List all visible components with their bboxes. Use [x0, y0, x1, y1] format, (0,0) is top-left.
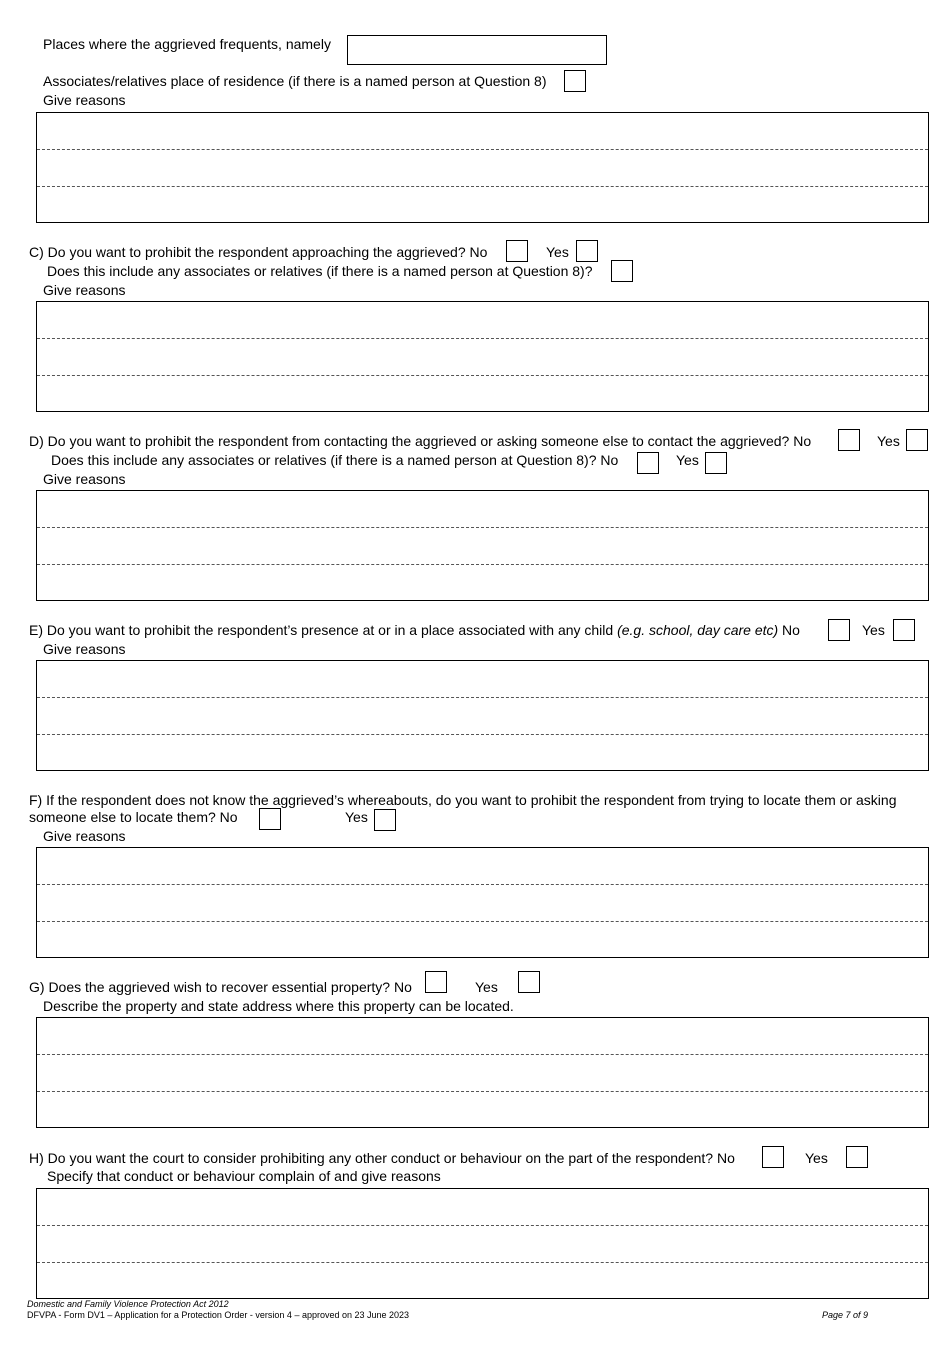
reason-line [37, 1092, 928, 1129]
question-c-reasons-box[interactable] [36, 301, 929, 412]
reason-line [37, 848, 928, 885]
question-e-reasons-box[interactable] [36, 660, 929, 771]
reason-line [37, 565, 928, 602]
reason-line [37, 698, 928, 735]
reason-line [37, 661, 928, 698]
question-d-associates-no-checkbox[interactable] [637, 452, 659, 474]
question-c-give-reasons-label: Give reasons [43, 282, 126, 298]
question-c-no-checkbox[interactable] [506, 240, 528, 262]
question-g-description-box[interactable] [36, 1017, 929, 1128]
frequents-label: Places where the aggrieved frequents, namely [43, 36, 331, 52]
question-g-yes-checkbox[interactable] [518, 971, 540, 993]
question-g-no-checkbox[interactable] [425, 971, 447, 993]
question-d-associates-yes-label: Yes [676, 452, 699, 468]
reason-line [37, 1226, 928, 1263]
question-h-no-checkbox[interactable] [762, 1146, 784, 1168]
question-d-reasons-box[interactable] [36, 490, 929, 601]
frequents-input[interactable] [347, 35, 607, 65]
question-d-sub-text: Does this include any associates or relatives (if there is a named person at Question 8)? No [51, 452, 619, 468]
question-d-no-checkbox[interactable] [838, 429, 860, 451]
reason-line [37, 1263, 928, 1300]
reason-line [37, 302, 928, 339]
question-e-example-text: (e.g. school, day care etc) [617, 622, 779, 638]
associates-give-reasons-label: Give reasons [43, 92, 126, 108]
reason-line [37, 150, 928, 187]
question-c-text: C) Do you want to prohibit the respondent approaching the aggrieved? No [29, 244, 488, 260]
reason-line [37, 1055, 928, 1092]
question-d-yes-label: Yes [877, 433, 900, 449]
question-f-give-reasons-label: Give reasons [43, 828, 126, 844]
associates-residence-checkbox[interactable] [564, 70, 586, 92]
question-f-no-checkbox[interactable] [259, 808, 281, 830]
reason-line [37, 1189, 928, 1226]
reason-line [37, 113, 928, 150]
question-h-yes-checkbox[interactable] [846, 1146, 868, 1168]
question-d-give-reasons-label: Give reasons [43, 471, 126, 487]
footer-page-number: Page 7 of 9 [822, 1310, 869, 1320]
question-e-yes-label: Yes [862, 622, 885, 638]
reason-line [37, 735, 928, 772]
footer-form: DFVPA - Form DV1 – Application for a Protection Order - version 4 – approved on 23 June 2023 [27, 1310, 410, 1320]
reason-line [37, 376, 928, 413]
reason-line [37, 922, 928, 959]
question-h-yes-label: Yes [805, 1150, 828, 1166]
question-e-text [29, 622, 800, 638]
question-g-text: G) Does the aggrieved wish to recover essential property? No [29, 979, 412, 995]
question-d-text: D) Do you want to prohibit the respondent from contacting the aggrieved or asking someone else to contact the aggrieved? No [29, 433, 812, 449]
question-h-sub-text: Specify that conduct or behaviour complain of and give reasons [47, 1168, 441, 1184]
reason-line [37, 885, 928, 922]
question-h-text: H) Do you want the court to consider prohibiting any other conduct or behaviour on the part of the respondent? No [29, 1150, 735, 1166]
question-c-yes-checkbox[interactable] [576, 240, 598, 262]
question-c-yes-label: Yes [546, 244, 569, 260]
reason-line [37, 339, 928, 376]
reason-line [37, 528, 928, 565]
question-e-no-checkbox[interactable] [828, 619, 850, 641]
reason-line [37, 1018, 928, 1055]
question-d-associates-yes-checkbox[interactable] [705, 452, 727, 474]
question-f-line2: someone else to locate them? No [29, 809, 238, 825]
question-h-reasons-box[interactable] [36, 1188, 929, 1299]
question-f-yes-label: Yes [345, 809, 368, 825]
question-e-main-text: E) Do you want to prohibit the respondent’s presence at or in a place associated with any child [29, 622, 618, 638]
question-e-no-label: No [778, 622, 800, 638]
question-e-yes-checkbox[interactable] [893, 619, 915, 641]
question-g-yes-label: Yes [475, 979, 498, 995]
associates-reasons-box[interactable] [36, 112, 929, 223]
reason-line [37, 187, 928, 224]
question-c-associates-checkbox[interactable] [611, 260, 633, 282]
associates-residence-label: Associates/relatives place of residence (if there is a named person at Question 8) [43, 73, 547, 89]
question-g-sub-text: Describe the property and state address where this property can be located. [43, 998, 514, 1014]
question-d-yes-checkbox[interactable] [906, 429, 928, 451]
question-e-give-reasons-label: Give reasons [43, 641, 126, 657]
question-f-yes-checkbox[interactable] [374, 809, 396, 831]
question-c-sub-text: Does this include any associates or relatives (if there is a named person at Question 8)? [47, 263, 593, 279]
reason-line [37, 491, 928, 528]
question-f-reasons-box[interactable] [36, 847, 929, 958]
footer-act: Domestic and Family Violence Protection Act 2012 [27, 1299, 229, 1309]
question-f-line1: F) If the respondent does not know the aggrieved’s whereabouts, do you want to prohibit the respondent from trying to locate them or asking [29, 792, 897, 808]
